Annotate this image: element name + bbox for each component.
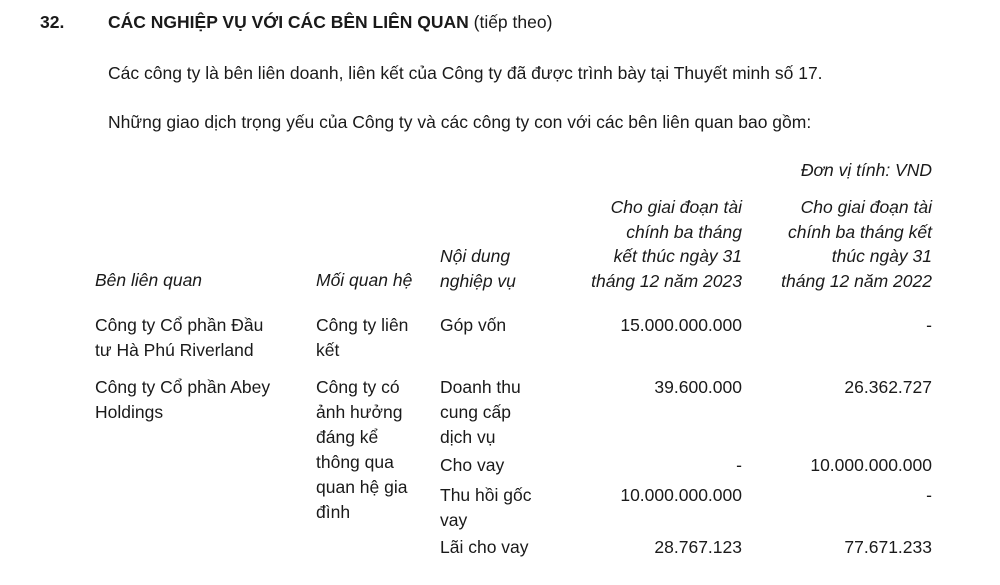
row1-relationship-line: kết [316,340,340,360]
tx-loan-interest-2023: 28.767.123 [654,537,742,557]
row2-relationship [316,375,407,525]
header-2023-line: tháng 12 năm 2023 [591,270,742,291]
header-period-2022 [781,195,932,293]
tx-content-line: dịch vụ [440,427,496,447]
header-2022-line: chính ba tháng kết [788,221,932,242]
header-2023-line: Cho giai đoạn tài [610,197,742,217]
paragraph-associates: Các công ty là bên liên doanh, liên kết của Công ty đã được trình bày tại Thuyết minh số 17. [108,63,823,83]
header-content-line: nghiệp vụ [440,270,516,291]
row1-party [95,313,263,363]
tx-content-line: cung cấp [440,402,512,422]
header-2022-line: Cho giai đoạn tài [800,197,932,217]
tx-content-line: Thu hồi gốc [440,485,532,505]
section-title-suffix: (tiếp theo) [473,12,553,32]
tx-service-revenue-2022: 26.362.727 [844,377,932,397]
tx-lending-2022: 10.000.000.000 [810,455,932,475]
paragraph-transactions: Những giao dịch trọng yếu của Công ty và các công ty con với các bên liên quan bao gồm: [108,112,812,132]
row1-relationship-line: Công ty liên [316,315,409,335]
row2-relationship-line: đáng kể [316,427,379,447]
header-relationship: Mối quan hệ [316,270,413,290]
header-transaction-content [440,244,516,293]
tx-principal-recovery-2022: - [926,485,932,505]
tx-lending-content: Cho vay [440,455,505,475]
header-content-line: Nội dung [440,246,511,266]
tx-lending-2023: - [736,455,742,475]
header-period-2023 [591,195,742,293]
row2-relationship-line: đình [316,502,351,522]
currency-unit: Đơn vị tính: VND [800,160,932,180]
row2-relationship-line: thông qua [316,452,394,472]
header-2023-line: kết thúc ngày 31 [613,246,742,266]
header-2022-line: thúc ngày 31 [831,246,932,266]
row2-relationship-line: Công ty có [316,377,400,397]
row2-party-line: Công ty Cổ phần Abey [95,377,271,397]
header-related-party: Bên liên quan [95,270,203,290]
row2-relationship-line: ảnh hưởng [316,402,403,422]
row2-relationship-line: quan hệ gia [316,477,408,497]
header-2022-line: tháng 12 năm 2022 [781,270,932,291]
tx-loan-interest-content: Lãi cho vay [440,537,529,557]
section-title-bold: CÁC NGHIỆP VỤ VỚI CÁC BÊN LIÊN QUAN [108,12,469,32]
row1-value-2022: - [926,315,932,335]
tx-principal-recovery-content [440,483,531,533]
tx-principal-recovery-2023: 10.000.000.000 [620,485,742,505]
row1-relationship [316,313,408,363]
row1-party-line: tư Hà Phú Riverland [95,340,254,360]
tx-content-line: vay [440,510,468,530]
section-number: 32. [40,12,65,32]
section-title [108,12,552,33]
tx-service-revenue-content [440,375,521,450]
row2-party-line: Holdings [95,402,164,422]
row1-content: Góp vốn [440,315,507,335]
header-2023-line: chính ba tháng [626,221,742,242]
tx-content-line: Doanh thu [440,377,521,397]
row1-value-2023: 15.000.000.000 [620,315,742,335]
row1-party-line: Công ty Cổ phần Đầu [95,315,264,335]
row2-party [95,375,270,425]
tx-service-revenue-2023: 39.600.000 [654,377,742,397]
tx-loan-interest-2022: 77.671.233 [844,537,932,557]
